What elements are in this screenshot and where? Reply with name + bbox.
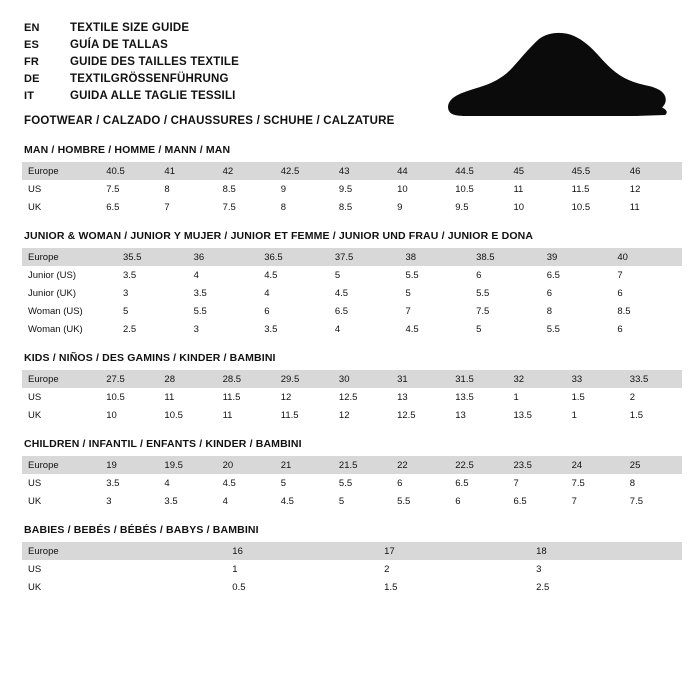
- size-cell: 13: [455, 409, 466, 421]
- size-cell: 12: [629, 183, 641, 195]
- size-cell: 38: [399, 248, 470, 266]
- section-title: KIDS / NIÑOS / DES GAMINS / KINDER / BAMBINI: [24, 352, 276, 364]
- size-cell: 29.5: [275, 370, 333, 388]
- size-cell: 5: [122, 305, 129, 317]
- size-cell: 3: [536, 563, 542, 575]
- size-cell: 45.5: [566, 162, 624, 180]
- row-label: US: [28, 183, 42, 195]
- size-cell: 7: [617, 269, 623, 281]
- table-row: [22, 198, 682, 216]
- language-code: ES: [24, 39, 40, 51]
- size-cell: 4.5: [405, 323, 419, 335]
- size-cell: 43: [333, 162, 391, 180]
- table-row: [22, 284, 682, 302]
- size-cell: 7: [164, 201, 170, 213]
- size-cell: 11: [222, 409, 233, 421]
- size-cell: 6: [476, 269, 482, 281]
- size-cell: 22: [391, 456, 449, 474]
- row-label: UK: [28, 495, 42, 507]
- size-cell: 3.5: [164, 495, 178, 507]
- size-cell: 6.5: [546, 269, 560, 281]
- row-label: UK: [28, 581, 42, 593]
- size-cell: 30: [333, 370, 391, 388]
- size-cell: 6: [455, 495, 461, 507]
- table-row: [22, 320, 682, 338]
- size-cell: 9: [280, 183, 287, 195]
- table-row: [22, 180, 682, 198]
- size-cell: 11: [513, 183, 524, 195]
- section-title: BABIES / BEBÉS / BÉBÉS / BABYS / BAMBINI: [24, 524, 259, 536]
- size-cell: 19: [100, 456, 158, 474]
- size-cell: 10: [106, 409, 117, 421]
- size-cell: 5.5: [193, 305, 207, 317]
- size-cell: 10.5: [571, 201, 591, 213]
- size-cell: 5: [334, 269, 341, 281]
- row-label: US: [28, 477, 42, 489]
- size-tables: [22, 144, 678, 596]
- size-cell: 6: [397, 477, 403, 489]
- size-cell: 4: [334, 323, 341, 335]
- size-cell: 4.5: [334, 287, 349, 299]
- dress-shoe-icon: [443, 30, 673, 122]
- size-cell: 3.5: [122, 269, 137, 281]
- size-cell: 9.5: [455, 201, 469, 213]
- table-row: [22, 370, 682, 388]
- language-title: TEXTILE SIZE GUIDE: [70, 22, 190, 34]
- size-cell: 3: [106, 495, 112, 507]
- size-cell: 33: [566, 370, 624, 388]
- size-cell: 3: [122, 287, 129, 299]
- size-cell: 37.5: [329, 248, 400, 266]
- size-table: [22, 370, 682, 424]
- size-cell: 7.5: [629, 495, 643, 507]
- language-code: FR: [24, 56, 40, 68]
- row-label: Europe: [22, 456, 100, 474]
- language-title: TEXTILGRÖSSENFÜHRUNG: [70, 73, 229, 85]
- size-cell: 4.5: [280, 495, 294, 507]
- size-cell: 8: [629, 477, 636, 489]
- size-cell: 11: [164, 391, 175, 403]
- size-cell: 10.5: [106, 391, 125, 403]
- category-line: FOOTWEAR / CALZADO / CHAUSSURES / SCHUHE / CALZATURE: [24, 115, 395, 127]
- size-cell: 12.5: [338, 391, 358, 403]
- size-cell: 8.5: [617, 305, 631, 317]
- size-cell: 3.5: [193, 287, 207, 299]
- size-cell: 2: [384, 563, 390, 575]
- section-title: CHILDREN / INFANTIL / ENFANTS / KINDER / BAMBINI: [24, 438, 302, 450]
- row-label: Europe: [22, 248, 117, 266]
- size-cell: 2.5: [122, 323, 137, 335]
- size-cell: 1: [513, 391, 519, 403]
- size-cell: 7: [405, 305, 411, 317]
- size-cell: 45: [507, 162, 565, 180]
- row-label: Junior (US): [28, 269, 77, 281]
- size-cell: 6.5: [513, 495, 527, 507]
- size-cell: 44.5: [449, 162, 507, 180]
- size-cell: 28: [158, 370, 216, 388]
- size-cell: 4: [164, 477, 170, 489]
- size-cell: 5.5: [405, 269, 419, 281]
- size-cell: 1.5: [384, 581, 398, 593]
- size-cell: 9.5: [338, 183, 353, 195]
- size-cell: 35.5: [117, 248, 188, 266]
- size-cell: 6: [617, 287, 623, 299]
- size-cell: 6: [264, 305, 270, 317]
- size-cell: 3: [193, 323, 199, 335]
- size-cell: 38.5: [470, 248, 541, 266]
- size-cell: 11.5: [571, 183, 590, 195]
- row-label: Junior (UK): [28, 287, 77, 299]
- table-row: [22, 542, 682, 560]
- size-section: [22, 524, 678, 596]
- size-cell: 21.5: [333, 456, 391, 474]
- language-title: GUIDA ALLE TAGLIE TESSILI: [70, 90, 236, 102]
- section-title: JUNIOR & WOMAN / JUNIOR Y MUJER / JUNIOR ET FEMME / JUNIOR UND FRAU / JUNIOR E DONA: [24, 230, 534, 242]
- size-cell: 11.5: [222, 391, 241, 403]
- document-header: [22, 22, 678, 130]
- size-section: [22, 144, 678, 216]
- language-row: [24, 56, 239, 73]
- language-row: [24, 90, 239, 107]
- size-section: [22, 438, 678, 510]
- size-table: [22, 542, 682, 596]
- size-cell: 27.5: [100, 370, 158, 388]
- size-cell: 10: [513, 201, 525, 213]
- row-label: US: [28, 563, 42, 575]
- size-cell: 8: [280, 201, 287, 213]
- size-cell: 21: [275, 456, 333, 474]
- size-cell: 12.5: [397, 409, 416, 421]
- row-label: Europe: [22, 542, 226, 560]
- size-table: [22, 456, 682, 510]
- size-cell: 1.5: [571, 391, 585, 403]
- row-label: US: [28, 391, 42, 403]
- size-cell: 5: [405, 287, 411, 299]
- section-title: MAN / HOMBRE / HOMME / MANN / MAN: [24, 144, 231, 156]
- language-title: GUÍA DE TALLAS: [70, 39, 168, 51]
- language-row: [24, 73, 239, 90]
- size-cell: 7: [513, 477, 519, 489]
- size-cell: 36.5: [258, 248, 329, 266]
- row-label: Woman (UK): [28, 323, 83, 335]
- size-cell: 1.5: [629, 409, 643, 421]
- size-cell: 31: [391, 370, 449, 388]
- size-cell: 11.5: [280, 409, 299, 421]
- size-cell: 4: [264, 287, 270, 299]
- table-row: [22, 248, 682, 266]
- language-title: GUIDE DES TAILLES TEXTILE: [70, 56, 239, 68]
- size-cell: 10.5: [164, 409, 183, 421]
- size-cell: 6.5: [334, 305, 349, 317]
- size-cell: 17: [378, 542, 530, 560]
- size-cell: 13.5: [455, 391, 474, 403]
- size-cell: 8.5: [338, 201, 353, 213]
- size-cell: 7: [571, 495, 577, 507]
- language-code: IT: [24, 90, 35, 102]
- size-cell: 4.5: [264, 269, 278, 281]
- size-cell: 8: [164, 183, 170, 195]
- size-cell: 5: [338, 495, 345, 507]
- size-cell: 25: [624, 456, 682, 474]
- size-cell: 23.5: [507, 456, 565, 474]
- row-label: Woman (US): [28, 305, 83, 317]
- size-cell: 6: [617, 323, 623, 335]
- size-cell: 18: [530, 542, 682, 560]
- language-code: EN: [24, 22, 40, 34]
- size-cell: 10.5: [455, 183, 474, 195]
- size-cell: 6: [546, 287, 553, 299]
- size-cell: 39: [541, 248, 612, 266]
- size-cell: 5: [476, 323, 482, 335]
- size-cell: 32: [507, 370, 565, 388]
- size-cell: 1: [571, 409, 577, 421]
- size-cell: 6.5: [106, 201, 120, 213]
- size-cell: 3.5: [106, 477, 120, 489]
- row-label: Europe: [22, 162, 100, 180]
- size-cell: 46: [624, 162, 682, 180]
- size-cell: 5.5: [476, 287, 490, 299]
- size-cell: 12: [338, 409, 350, 421]
- size-cell: 7.5: [571, 477, 585, 489]
- row-label: Europe: [22, 370, 100, 388]
- size-cell: 6.5: [455, 477, 469, 489]
- size-cell: 2.5: [536, 581, 550, 593]
- size-table: [22, 248, 682, 338]
- size-cell: 4: [193, 269, 199, 281]
- size-section: [22, 230, 678, 338]
- size-cell: 24: [566, 456, 624, 474]
- size-table: [22, 162, 682, 216]
- table-row: [22, 474, 682, 492]
- size-cell: 5.5: [397, 495, 411, 507]
- size-cell: 7.5: [222, 201, 236, 213]
- size-cell: 5: [280, 477, 287, 489]
- size-cell: 10: [397, 183, 408, 195]
- size-cell: 19.5: [158, 456, 216, 474]
- table-row: [22, 456, 682, 474]
- size-cell: 12: [280, 391, 292, 403]
- language-code: DE: [24, 73, 40, 85]
- size-cell: 3.5: [264, 323, 278, 335]
- size-cell: 22.5: [449, 456, 507, 474]
- size-cell: 0.5: [232, 581, 246, 593]
- size-cell: 9: [397, 201, 403, 213]
- row-label: UK: [28, 201, 42, 213]
- table-row: [22, 388, 682, 406]
- size-cell: 1: [232, 563, 238, 575]
- table-row: [22, 406, 682, 424]
- size-cell: 7.5: [106, 183, 120, 195]
- table-row: [22, 266, 682, 284]
- size-cell: 8.5: [222, 183, 236, 195]
- size-cell: 44: [391, 162, 449, 180]
- row-label: UK: [28, 409, 42, 421]
- language-row: [24, 22, 239, 39]
- size-cell: 5.5: [338, 477, 353, 489]
- table-row: [22, 302, 682, 320]
- size-cell: 33.5: [624, 370, 682, 388]
- size-cell: 42: [217, 162, 275, 180]
- table-row: [22, 560, 682, 578]
- size-cell: 4: [222, 495, 228, 507]
- language-title-list: [24, 22, 239, 107]
- language-row: [24, 39, 239, 56]
- size-cell: 36: [188, 248, 259, 266]
- size-section: [22, 352, 678, 424]
- size-cell: 20: [217, 456, 275, 474]
- table-row: [22, 578, 682, 596]
- size-cell: 31.5: [449, 370, 507, 388]
- size-cell: 5.5: [546, 323, 560, 335]
- size-cell: 8: [546, 305, 553, 317]
- size-cell: 13: [397, 391, 408, 403]
- size-cell: 40.5: [100, 162, 158, 180]
- size-cell: 11: [629, 201, 640, 213]
- size-cell: 40: [611, 248, 682, 266]
- size-cell: 2: [629, 391, 636, 403]
- table-row: [22, 162, 682, 180]
- size-cell: 41: [158, 162, 216, 180]
- size-cell: 42.5: [275, 162, 333, 180]
- size-cell: 16: [226, 542, 378, 560]
- size-cell: 7.5: [476, 305, 490, 317]
- size-cell: 13.5: [513, 409, 532, 421]
- size-cell: 28.5: [217, 370, 275, 388]
- size-cell: 4.5: [222, 477, 236, 489]
- table-row: [22, 492, 682, 510]
